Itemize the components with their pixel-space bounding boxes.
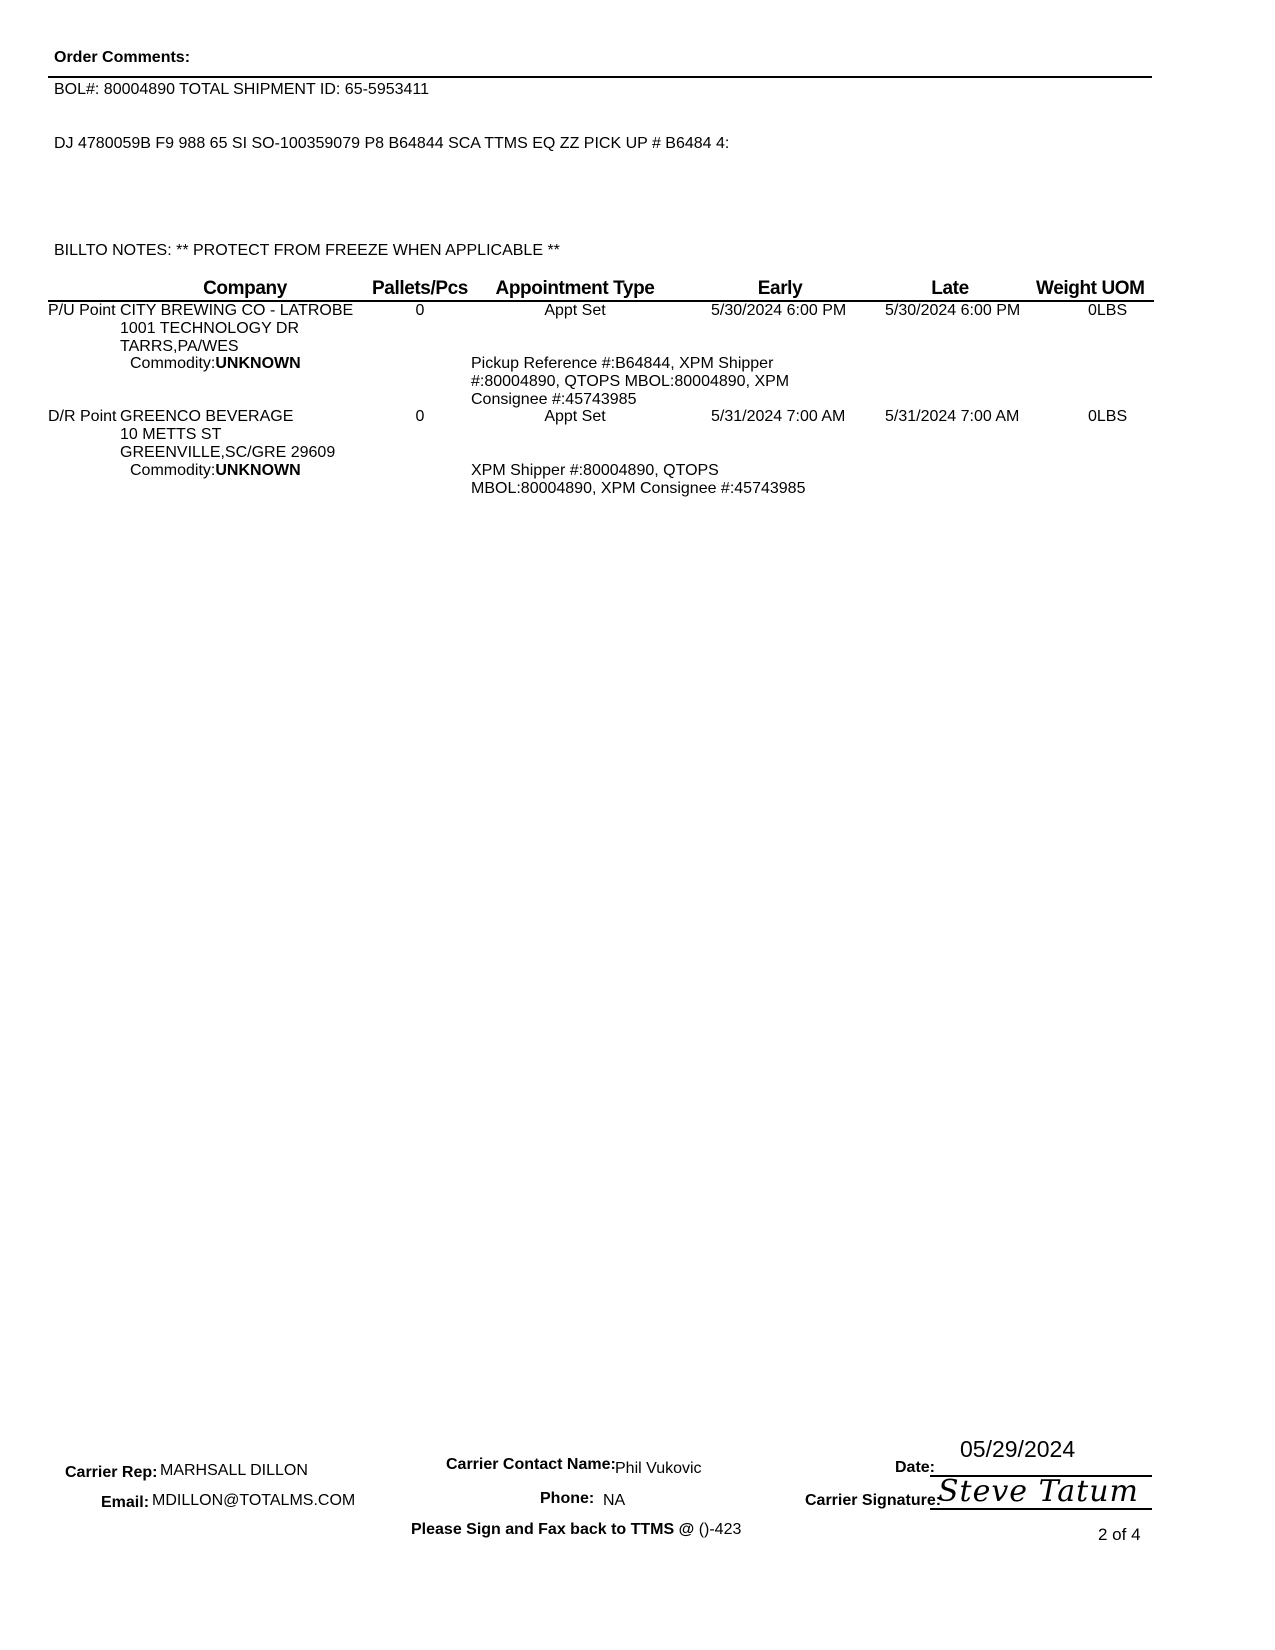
header-pallets: Pallets/Pcs — [372, 278, 468, 299]
bol-line: BOL#: 80004890 TOTAL SHIPMENT ID: 65-5953411 — [54, 81, 430, 98]
stop-commodity — [130, 462, 301, 480]
stop-company: GREENCO BEVERAGE — [120, 408, 294, 425]
commodity-value: UNKNOWN — [215, 462, 301, 479]
header-company: Company — [203, 278, 287, 299]
billto-notes: BILLTO NOTES: ** PROTECT FROM FREEZE WHEN APPLICABLE ** — [54, 242, 560, 259]
header-appointment-type: Appointment Type — [495, 278, 655, 299]
signature-label: Carrier Signature: — [805, 1492, 942, 1509]
stop-notes-line: Consignee #:45743985 — [471, 391, 637, 408]
stop-pallets: 0 — [415, 408, 425, 425]
commodity-label: Commodity: — [130, 462, 216, 479]
stop-notes-line: XPM Shipper #:80004890, QTOPS — [471, 462, 719, 479]
section-divider — [48, 76, 1152, 78]
phone-label: Phone: — [540, 1490, 595, 1507]
stop-appointment-type: Appt Set — [544, 302, 606, 319]
stop-address-line1: 1001 TECHNOLOGY DR — [120, 320, 300, 337]
commodity-value: UNKNOWN — [215, 355, 301, 372]
stop-early: 5/31/2024 7:00 AM — [711, 408, 846, 425]
stop-commodity — [130, 355, 301, 373]
stop-address-line2: TARRS,PA/WES — [120, 338, 239, 355]
stop-point-label: D/R Point — [48, 408, 117, 425]
contact-name-value: Phil Vukovic — [615, 1460, 702, 1477]
stop-early: 5/30/2024 6:00 PM — [711, 302, 847, 319]
commodity-label: Commodity: — [130, 355, 216, 372]
contact-name-label: Carrier Contact Name: — [446, 1456, 616, 1473]
order-comments-title: Order Comments: — [54, 49, 191, 66]
header-weight-uom: Weight UOM — [1036, 278, 1145, 299]
carrier-rep-value: MARHSALL DILLON — [160, 1462, 308, 1479]
date-label: Date: — [895, 1459, 936, 1476]
date-value: 05/29/2024 — [960, 1436, 1076, 1462]
dj-line: DJ 4780059B F9 988 65 SI SO-100359079 P8 B64844 SCA TTMS EQ ZZ PICK UP # B6484 4: — [54, 135, 730, 152]
stop-point-label: P/U Point — [48, 302, 116, 319]
stop-pallets: 0 — [415, 302, 425, 319]
page-number: 2 of 4 — [1098, 1525, 1141, 1544]
stop-weight: 0LBS — [1088, 302, 1128, 319]
stop-late: 5/31/2024 7:00 AM — [885, 408, 1020, 425]
stop-notes-line: #:80004890, QTOPS MBOL:80004890, XPM — [471, 373, 790, 390]
fax-label: Please Sign and Fax back to TTMS @ — [411, 1521, 695, 1538]
header-early: Early — [757, 278, 803, 299]
stop-appointment-type: Appt Set — [544, 408, 606, 425]
stop-notes-line: Pickup Reference #:B64844, XPM Shipper — [471, 355, 774, 372]
stop-notes-line: MBOL:80004890, XPM Consignee #:45743985 — [471, 480, 806, 497]
stop-company: CITY BREWING CO - LATROBE — [120, 302, 354, 319]
stop-weight: 0LBS — [1088, 408, 1128, 425]
stop-address-line2: GREENVILLE,SC/GRE 29609 — [120, 444, 336, 461]
fax-number: ()-423 — [698, 1521, 742, 1538]
email-label: Email: — [101, 1494, 150, 1511]
signature-underline — [930, 1508, 1152, 1510]
phone-value: NA — [603, 1492, 626, 1509]
carrier-rep-label: Carrier Rep: — [65, 1464, 158, 1481]
stop-address-line1: 10 METTS ST — [120, 426, 222, 443]
fax-instructions — [411, 1521, 741, 1539]
stop-late: 5/30/2024 6:00 PM — [885, 302, 1021, 319]
carrier-signature: Steve Tatum — [938, 1474, 1139, 1509]
header-late: Late — [931, 278, 969, 299]
email-value: MDILLON@TOTALMS.COM — [152, 1492, 356, 1509]
